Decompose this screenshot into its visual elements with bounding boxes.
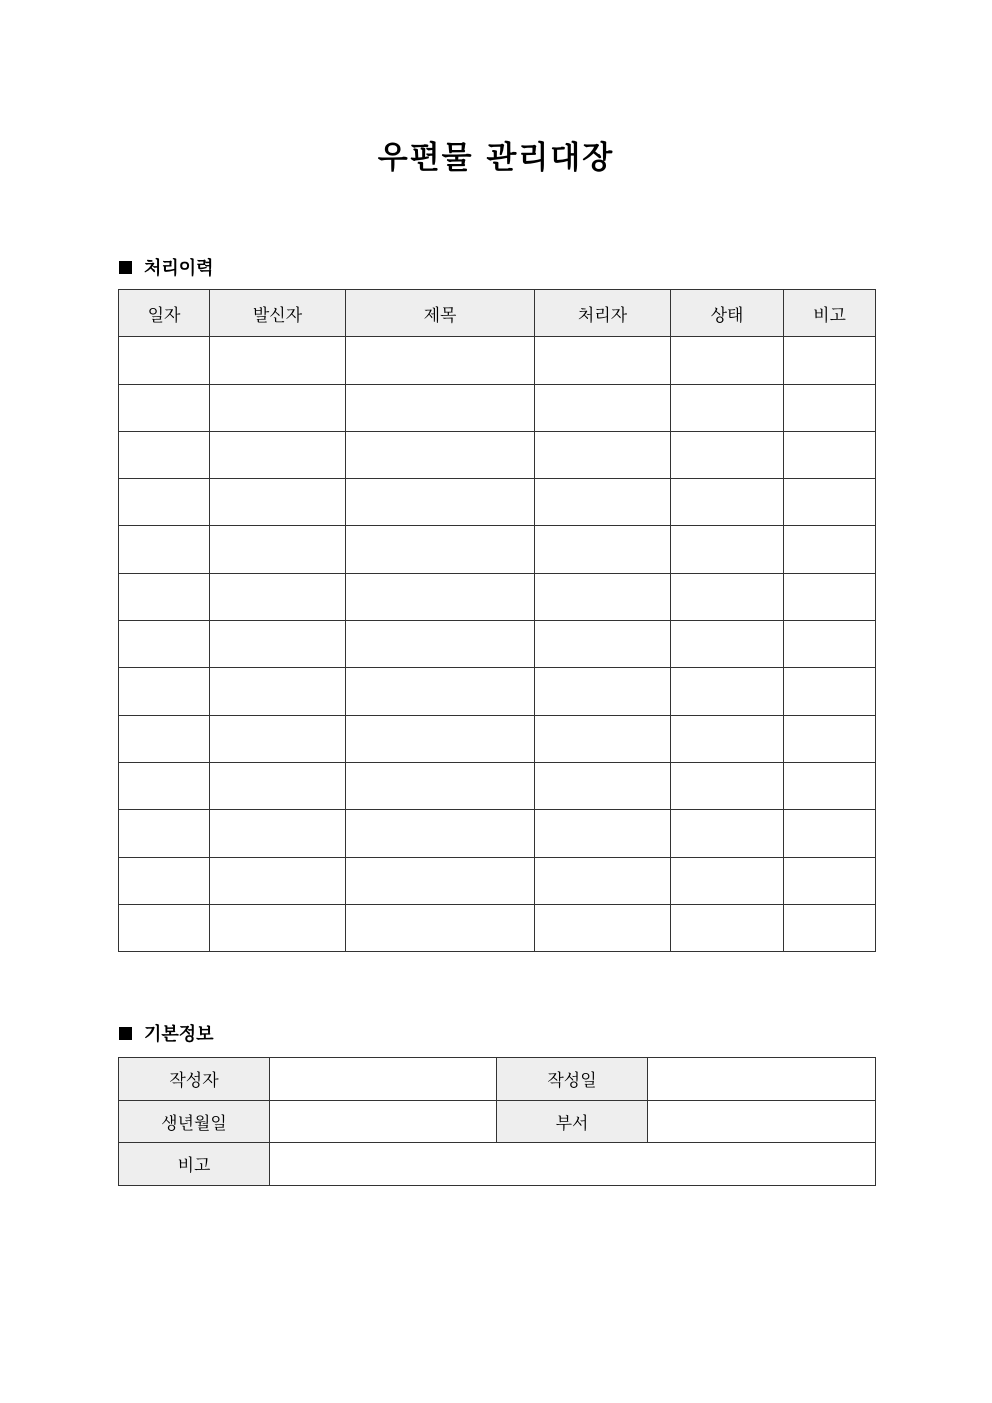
status-cell[interactable] <box>671 337 784 384</box>
subject-cell[interactable] <box>346 857 535 904</box>
date-cell[interactable] <box>119 762 210 809</box>
sender-cell[interactable] <box>210 573 346 620</box>
date-cell[interactable] <box>119 857 210 904</box>
date-cell[interactable] <box>119 904 210 951</box>
column-header-handler: 처리자 <box>535 290 671 337</box>
note-cell[interactable] <box>784 857 876 904</box>
column-header-date: 일자 <box>119 290 210 337</box>
sender-cell[interactable] <box>210 621 346 668</box>
status-cell[interactable] <box>671 431 784 478</box>
table-row <box>119 526 876 573</box>
handler-cell[interactable] <box>535 668 671 715</box>
date-cell[interactable] <box>119 337 210 384</box>
subject-cell[interactable] <box>346 337 535 384</box>
birth-date-label: 생년월일 <box>119 1100 270 1143</box>
table-row <box>119 621 876 668</box>
date-label: 작성일 <box>497 1058 648 1101</box>
birth-date-field[interactable] <box>270 1100 497 1143</box>
handler-cell[interactable] <box>535 621 671 668</box>
column-header-status: 상태 <box>671 290 784 337</box>
sender-cell[interactable] <box>210 762 346 809</box>
status-cell[interactable] <box>671 810 784 857</box>
table-row <box>119 715 876 762</box>
note-cell[interactable] <box>784 431 876 478</box>
basic-info-section-heading <box>119 1020 214 1046</box>
column-header-sender: 발신자 <box>210 290 346 337</box>
date-cell[interactable] <box>119 431 210 478</box>
note-cell[interactable] <box>784 621 876 668</box>
info-row <box>119 1058 876 1101</box>
basic-info-heading-label: 기본정보 <box>144 1024 214 1045</box>
subject-cell[interactable] <box>346 621 535 668</box>
handler-cell[interactable] <box>535 857 671 904</box>
status-cell[interactable] <box>671 668 784 715</box>
subject-cell[interactable] <box>346 479 535 526</box>
subject-cell[interactable] <box>346 715 535 762</box>
history-section-heading <box>119 254 214 280</box>
status-cell[interactable] <box>671 904 784 951</box>
status-cell[interactable] <box>671 384 784 431</box>
sender-cell[interactable] <box>210 526 346 573</box>
square-bullet-icon <box>119 261 132 274</box>
status-cell[interactable] <box>671 573 784 620</box>
note-field[interactable] <box>270 1143 876 1186</box>
sender-cell[interactable] <box>210 337 346 384</box>
column-header-note: 비고 <box>784 290 876 337</box>
date-cell[interactable] <box>119 715 210 762</box>
handler-cell[interactable] <box>535 904 671 951</box>
sender-cell[interactable] <box>210 904 346 951</box>
subject-cell[interactable] <box>346 762 535 809</box>
date-cell[interactable] <box>119 526 210 573</box>
note-cell[interactable] <box>784 762 876 809</box>
table-row <box>119 857 876 904</box>
note-cell[interactable] <box>784 810 876 857</box>
date-cell[interactable] <box>119 384 210 431</box>
history-heading-label: 처리이력 <box>144 258 214 279</box>
subject-cell[interactable] <box>346 668 535 715</box>
note-cell[interactable] <box>784 904 876 951</box>
sender-cell[interactable] <box>210 857 346 904</box>
date-cell[interactable] <box>119 621 210 668</box>
info-row <box>119 1100 876 1143</box>
note-cell[interactable] <box>784 337 876 384</box>
sender-cell[interactable] <box>210 384 346 431</box>
table-row <box>119 384 876 431</box>
table-row <box>119 668 876 715</box>
history-header-row <box>119 290 876 337</box>
subject-cell[interactable] <box>346 384 535 431</box>
author-field[interactable] <box>270 1058 497 1101</box>
date-cell[interactable] <box>119 810 210 857</box>
column-header-subject: 제목 <box>346 290 535 337</box>
note-cell[interactable] <box>784 479 876 526</box>
table-row <box>119 337 876 384</box>
date-cell[interactable] <box>119 573 210 620</box>
date-cell[interactable] <box>119 479 210 526</box>
status-cell[interactable] <box>671 762 784 809</box>
sender-cell[interactable] <box>210 810 346 857</box>
handler-cell[interactable] <box>535 762 671 809</box>
sender-cell[interactable] <box>210 668 346 715</box>
handler-cell[interactable] <box>535 384 671 431</box>
status-cell[interactable] <box>671 479 784 526</box>
table-row <box>119 573 876 620</box>
subject-cell[interactable] <box>346 810 535 857</box>
handler-cell[interactable] <box>535 431 671 478</box>
subject-cell[interactable] <box>346 431 535 478</box>
note-cell[interactable] <box>784 573 876 620</box>
subject-cell[interactable] <box>346 904 535 951</box>
basic-info-table <box>118 1057 876 1186</box>
table-row <box>119 810 876 857</box>
table-row <box>119 762 876 809</box>
note-cell[interactable] <box>784 668 876 715</box>
table-row <box>119 479 876 526</box>
author-label: 작성자 <box>119 1058 270 1101</box>
status-cell[interactable] <box>671 526 784 573</box>
table-row <box>119 904 876 951</box>
square-bullet-icon <box>119 1027 132 1040</box>
note-label: 비고 <box>119 1143 270 1186</box>
handler-cell[interactable] <box>535 479 671 526</box>
handler-cell[interactable] <box>535 526 671 573</box>
handler-cell[interactable] <box>535 337 671 384</box>
handler-cell[interactable] <box>535 810 671 857</box>
department-label: 부서 <box>497 1100 648 1143</box>
info-row <box>119 1143 876 1186</box>
document-title: 우편물 관리대장 <box>377 140 615 176</box>
note-cell[interactable] <box>784 384 876 431</box>
status-cell[interactable] <box>671 621 784 668</box>
sender-cell[interactable] <box>210 715 346 762</box>
date-cell[interactable] <box>119 668 210 715</box>
sender-cell[interactable] <box>210 431 346 478</box>
handler-cell[interactable] <box>535 715 671 762</box>
history-table <box>118 289 876 952</box>
note-cell[interactable] <box>784 715 876 762</box>
subject-cell[interactable] <box>346 573 535 620</box>
table-row <box>119 431 876 478</box>
status-cell[interactable] <box>671 715 784 762</box>
sender-cell[interactable] <box>210 479 346 526</box>
date-field[interactable] <box>648 1058 876 1101</box>
handler-cell[interactable] <box>535 573 671 620</box>
subject-cell[interactable] <box>346 526 535 573</box>
status-cell[interactable] <box>671 857 784 904</box>
note-cell[interactable] <box>784 526 876 573</box>
department-field[interactable] <box>648 1100 876 1143</box>
